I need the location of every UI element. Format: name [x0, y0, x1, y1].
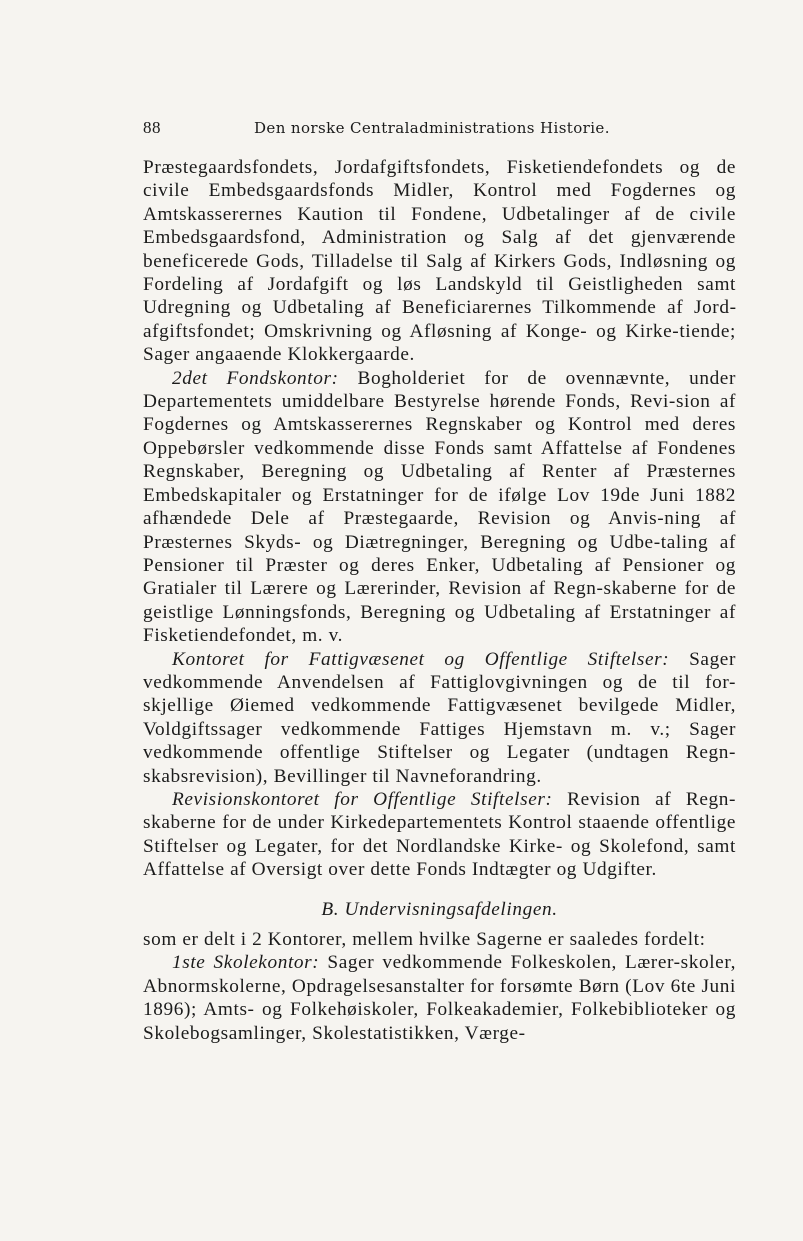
paragraph-text: Præstegaardsfondets, Jordafgiftsfondets, Fisketiendefondets og de civile Embedsgaardsfonds Midler, Kontrol med Fogdernes og Amtskasserernes Kaution til Fondene, Udbetalinger af de civile Embedsgaardsfond, Administration og Salg af det gjenværende beneficerede Gods, Tilladelse til Salg af Kirkers Gods, Indløsning og Fordeling af Jordafgift og løs Landskyld til Geistligheden samt Udregning og Udbetaling af Beneficiarernes Tilkommende af Jordafgiftsfondet; Omskrivning og Afløsning af Konge- og Kirke-tiende; Sager angaaende Klokkergaarde.	[143, 157, 736, 366]
page-number: 88	[143, 118, 161, 137]
paragraph-text: Sager vedkommende Folkeskolen, Lærer-skoler, Abnormskolerne, Opdragelsesanstalter for forsømte Børn (Lov 6te Juni 1896); Amts- og Folkehøiskoler, Folkeakademier, Folkebiblioteker og Skolebogsamlinger, Skolestatistikken, Værge-	[143, 952, 736, 1044]
paragraph-poor-relief-office	[143, 648, 736, 788]
paragraph-division-intro	[143, 928, 736, 951]
paragraph-lead: Kontoret for Fattigvæsenet og Offentlige Stiftelser:	[172, 648, 670, 670]
page-header	[143, 118, 738, 144]
paragraph-lead: 2det Fondskontor:	[172, 367, 339, 389]
paragraph-first-school-office	[143, 951, 736, 1045]
paragraph-lead: Revisionskontoret for Offentlige Stiftelser:	[172, 788, 553, 810]
running-title: Den norske Centraladministrations Historie.	[254, 119, 610, 137]
paragraph-text: Bogholderiet for de ovennævnte, under Departementets umiddelbare Bestyrelse hørende Fonds, Revi-sion af Fogdernes og Amtskasserernes Regnskaber og Kontrol med deres Oppebørsler vedkommende disse Fonds samt Affattelse af Fondenes Regnskaber, Beregning og Udbetaling af Renter af Præsternes Embedskapitaler og Erstatninger for de ifølge Lov 19de Juni 1882 afhændede Dele af Præstegaarde, Revision og Anvis-ning af Præsternes Skyds- og Diætregninger, Beregning og Udbe-taling af Pensioner til Præster og deres Enker, Udbetaling af Pensioner og Gratialer til Lærere og Lærerinder, Revision af Regn-skaberne for de geistlige Lønningsfonds, Beregning og Udbetaling af Erstatninger af Fisketiendefondet, m. v.	[143, 367, 736, 647]
paragraph-fund-administration	[143, 156, 736, 367]
paragraph-second-fund-office	[143, 367, 736, 648]
body-text	[143, 156, 736, 1045]
paragraph-text: som er delt i 2 Kontorer, mellem hvilke Sagerne er saaledes fordelt:	[143, 929, 706, 950]
paragraph-text: Sager vedkommende Anvendelsen af Fattiglovgivningen og de til for-skjellige Øiemed vedkommende Fattigvæsenet bevilgede Midler, Voldgiftssager vedkommende Fattiges Hjemstavn m. v.; Sager vedkommende offentlige Stiftelser og Legater (undtagen Regn-skabsrevision), Bevillinger til Navneforandring.	[143, 648, 736, 787]
paragraph-text: Revision af Regn-skaberne for de under Kirkedepartementets Kontrol staaende offentlige Stiftelser og Legater, for det Nordlandske Kirke- og Skolefond, samt Affattelse af Oversigt over dette Fonds Indtægter og Udgifter.	[143, 788, 737, 881]
paragraph-lead: 1ste Skolekontor:	[172, 952, 320, 974]
paragraph-audit-office	[143, 788, 736, 882]
section-title: B. Undervisningsafdelingen.	[321, 898, 558, 920]
